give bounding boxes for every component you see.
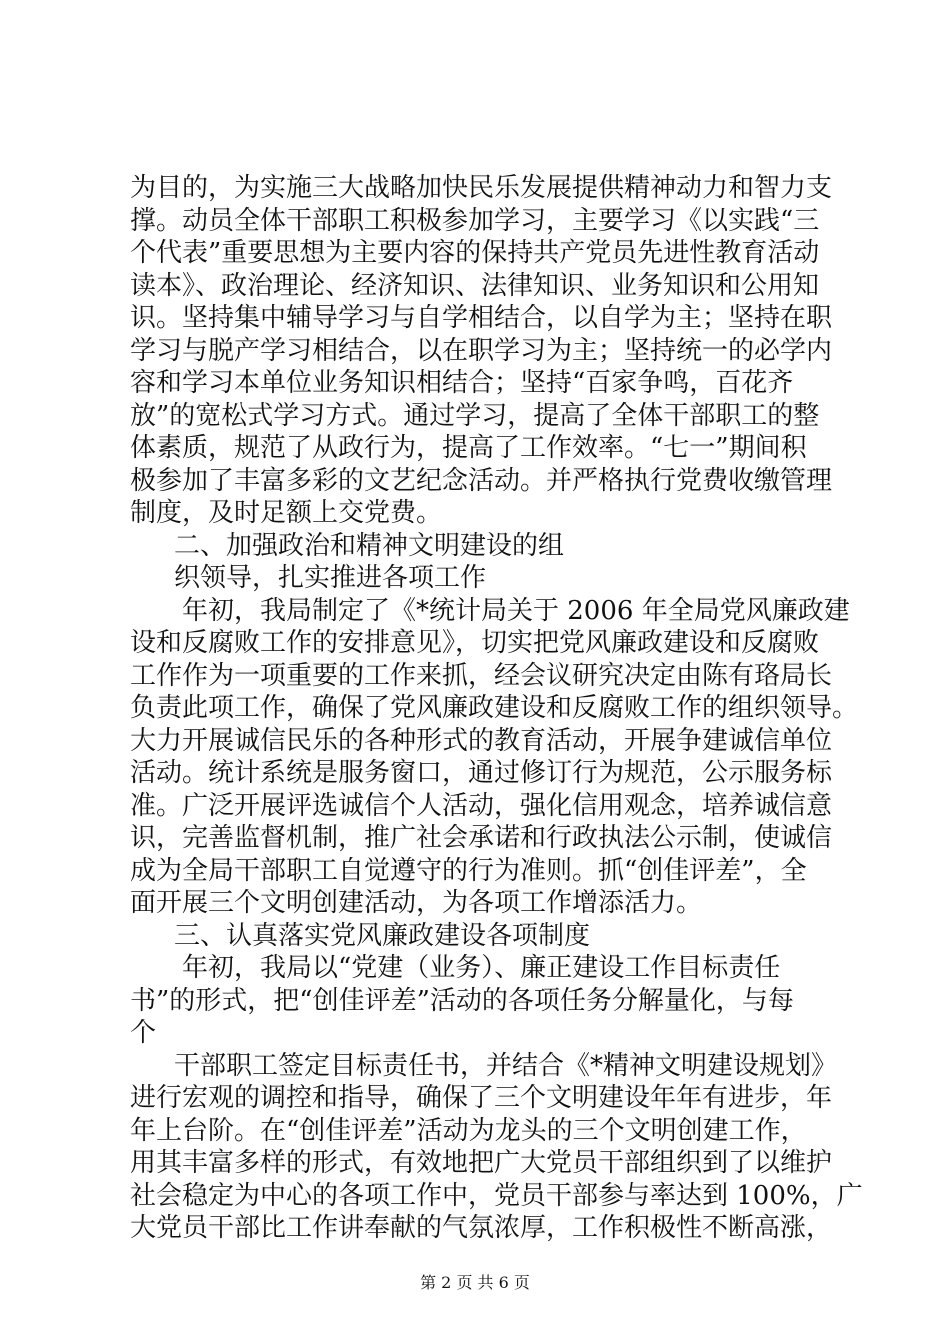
text-line: 个代表”重要思想为主要内容的保持共产党员先进性教育活动 <box>130 238 820 268</box>
text-line: 进行宏观的调控和指导，确保了三个文明建设年年有进步，年 <box>130 1083 833 1113</box>
text-line: 工作作为一项重要的工作来抓，经会议研究决定由陈有珞局长 <box>130 660 833 691</box>
text-line: 学习与脱产学习相结合，以在职学习为主；坚持统一的必学内 <box>130 335 833 366</box>
text-line: 制度，及时足额上交党费。 <box>130 498 443 528</box>
text-line: 个 <box>130 1018 157 1048</box>
text-line: 织领导，扎实推进各项工作 <box>174 563 487 593</box>
text-line: 为目的，为实施三大战略加快民乐发展提供精神动力和智力支 <box>130 173 833 203</box>
text-line: 书”的形式，把“创佳评差”活动的各项任务分解量化，与每 <box>130 985 794 1016</box>
text-line: 年初，我局制定了《*统计局关于 2006 年全局党风廉政建 <box>182 595 850 626</box>
text-line: 体素质，规范了从政行为，提高了工作效率。“七一”期间积 <box>130 433 807 463</box>
text-line: 极参加了丰富多彩的文艺纪念活动。并严格执行党费收缴管理 <box>130 465 833 496</box>
text-line: 大党员干部比工作讲奉献的气氛浓厚，工作积极性不断高涨， <box>130 1213 833 1243</box>
text-line: 面开展三个文明创建活动，为各项工作增添活力。 <box>130 888 703 918</box>
text-line: 负责此项工作，确保了党风廉政建设和反腐败工作的组织领导。 <box>130 693 859 723</box>
text-line: 准。广泛开展评选诚信个人活动，强化信用观念，培养诚信意 <box>130 790 833 821</box>
text-line: 年初，我局以“党建（业务）、廉正建设工作目标责任 <box>182 953 781 983</box>
text-line: 社会稳定为中心的各项工作中，党员干部参与率达到 100%，广 <box>130 1180 863 1211</box>
text-line: 撑。动员全体干部职工积极参加学习，主要学习《以实践“三 <box>130 205 820 236</box>
text-line: 读本》、政治理论、经济知识、法律知识、业务知识和公用知 <box>130 270 820 301</box>
text-line: 二、加强政治和精神文明建设的组 <box>174 530 565 561</box>
text-line: 大力开展诚信民乐的各种形式的教育活动，开展争建诚信单位 <box>130 725 833 756</box>
text-line: 干部职工签定目标责任书，并结合《*精神文明建设规划》 <box>174 1050 838 1081</box>
text-line: 活动。统计系统是服务窗口，通过修订行为规范，公示服务标 <box>130 758 833 788</box>
text-line: 识。坚持集中辅导学习与自学相结合，以自学为主；坚持在职 <box>130 303 833 333</box>
text-line: 用其丰富多样的形式，有效地把广大党员干部组织到了以维护 <box>130 1148 833 1178</box>
text-line: 放”的宽松式学习方式。通过学习，提高了全体干部职工的整 <box>130 400 820 431</box>
page-footer: 第 2 页 共 6 页 <box>420 1273 530 1292</box>
text-line: 三、认真落实党风廉政建设各项制度 <box>174 920 591 951</box>
text-line: 容和学习本单位业务知识相结合；坚持“百家争鸣，百花齐 <box>130 368 794 398</box>
text-line: 成为全局干部职工自觉遵守的行为准则。抓“创佳评差”，全 <box>130 855 807 886</box>
text-line: 识，完善监督机制，推广社会承诺和行政执法公示制，使诚信 <box>130 823 833 853</box>
text-line: 设和反腐败工作的安排意见》，切实把党风廉政建设和反腐败 <box>130 628 820 658</box>
text-line: 年上台阶。在“创佳评差”活动为龙头的三个文明创建工作， <box>130 1115 807 1146</box>
document-body <box>130 172 863 1245</box>
